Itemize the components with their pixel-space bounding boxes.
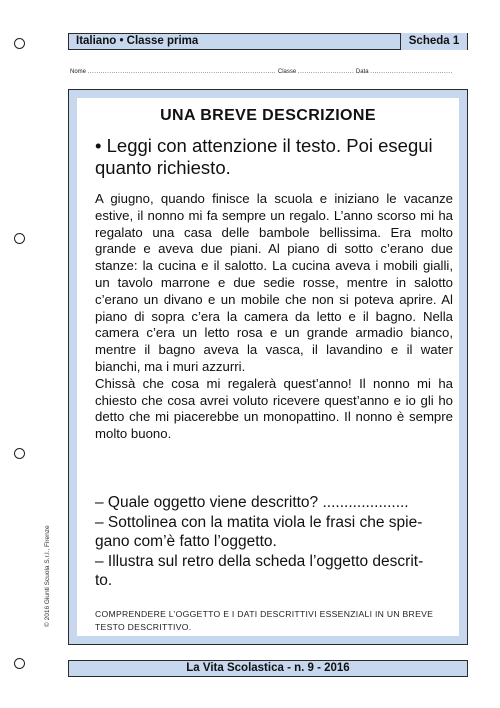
learning-objective: COMPRENDERE L’OGGETTO E I DATI DESCRITTIVI ESSENZIALI IN UN BREVE TESTO DESCRITTIVO. <box>95 609 434 632</box>
story-paragraph-1: A giugno, quando finisce la scuola e iniziano le vacanze estive, il nonno mi fa sempre un regalo. L’anno scorso mi ha regalato una casa delle bambole bellissima. Era molto grande e aveva due piani. Al piano di sotto c’erano due stanze: la cucina e il salotto. La cucina aveva i mobili gialli, un tavolo marrone e due sedie rosse, mentre in salotto c’erano un divano e un mobile che non si poteva aprire. Al piano di sopra c’era la camera da letto e il bagno. Nella camera c’era un letto rosa e un grande armadio bianco, mentre il bagno aveva la vasca, il lavandino e il water bianchi, ma i muri azzurri. <box>95 191 453 374</box>
question-2-line-1: – Sottolinea con la matita viola le frasi che spie- <box>95 513 423 531</box>
worksheet-content <box>77 98 459 636</box>
binder-hole-middle <box>14 233 25 244</box>
question-2-line-2: gano com’è fatto l’oggetto. <box>95 533 277 550</box>
sheet-number: Scheda 1 <box>400 33 467 50</box>
story-paragraph-2: Chissà che cosa mi regalerà quest’anno! Il nonno mi ha chiesto che cosa avrei voluto ricevere quest’anno e io gli ho detto che mi piacerebbe un monopattino. Il nonno è sempre molto buono. <box>95 375 453 442</box>
student-info-fields <box>70 69 466 75</box>
worksheet-title: UNA BREVE DESCRIZIONE <box>160 107 376 124</box>
subject-label: Italiano • Classe prima <box>76 35 199 47</box>
question-3-line-1: – Illustra sul retro della scheda l’oggetto descrit- <box>95 552 424 570</box>
name-field[interactable]: ....................................................................................... <box>87 69 277 75</box>
story-text <box>95 191 453 443</box>
instruction-text: • Leggi con attenzione il testo. Poi esegui quanto richiesto. <box>95 135 433 178</box>
questions-list <box>95 493 455 591</box>
header-bar <box>68 33 468 50</box>
date-field[interactable]: ...................................... <box>370 69 453 75</box>
worksheet-panel <box>68 89 468 645</box>
copyright-notice: © 2016 Giunti Scuola S.r.l., Firenze <box>44 525 51 627</box>
date-label: Data <box>355 69 369 75</box>
footer-bar: La Vita Scolastica - n. 9 - 2016 <box>68 660 468 677</box>
binder-hole-bottom <box>14 658 25 669</box>
class-field[interactable]: .......................... <box>297 69 355 75</box>
question-1: – Quale oggetto viene descritto? .................... <box>95 494 409 511</box>
class-label: Classe <box>277 69 297 75</box>
question-3-line-2: to. <box>95 572 113 589</box>
name-label: Nome <box>70 69 87 75</box>
binder-hole-top <box>14 38 25 49</box>
binder-hole-lower <box>14 448 25 459</box>
